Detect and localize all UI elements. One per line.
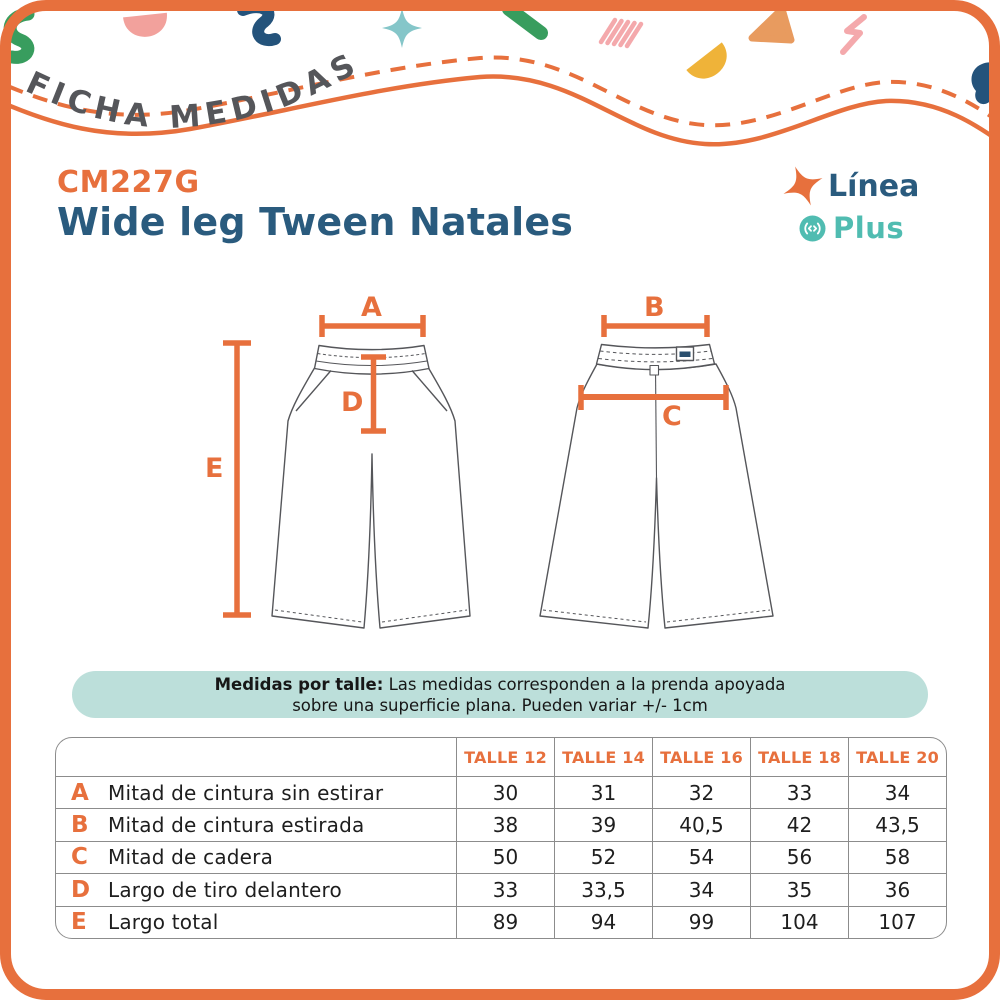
- measurement-note: [72, 671, 928, 718]
- table-row-label-cell: [56, 776, 456, 808]
- size-value-cell: 56: [750, 841, 848, 873]
- table-row-label-cell: [56, 873, 456, 905]
- row-label: Largo de tiro delantero: [108, 877, 342, 902]
- row-letter: B: [71, 812, 89, 839]
- confetti-navy-squiggle-icon: [243, 7, 275, 40]
- size-column-header: TALLE 20: [848, 738, 946, 776]
- product-name: Wide leg Tween Natales: [57, 199, 574, 244]
- size-value-cell: 94: [554, 906, 652, 938]
- size-column-header: TALLE 12: [456, 738, 554, 776]
- confetti-navy-blob-icon: [971, 62, 1000, 104]
- size-value-cell: 32: [652, 776, 750, 808]
- row-letter: E: [71, 909, 87, 936]
- size-value-cell: 33: [456, 873, 554, 905]
- row-letter: A: [71, 779, 89, 806]
- measure-label-d: D: [341, 387, 364, 418]
- size-value-cell: 52: [554, 841, 652, 873]
- size-value-cell: 38: [456, 808, 554, 840]
- measure-label-e: E: [205, 453, 224, 484]
- plus-circle-icon: [799, 215, 826, 242]
- header-banner: [0, 0, 1000, 165]
- size-value-cell: 58: [848, 841, 946, 873]
- confetti-green-bar-icon: [509, 9, 541, 33]
- size-value-cell: 33,5: [554, 873, 652, 905]
- brand-logo: [780, 163, 919, 245]
- confetti-pink-semicircle-icon: [123, 13, 169, 39]
- row-label: Largo total: [108, 910, 219, 935]
- table-row-label-cell: [56, 906, 456, 938]
- orange-sparkle-icon: [780, 163, 826, 209]
- banner-title: FICHA MEDIDAS: [20, 44, 367, 136]
- size-value-cell: 30: [456, 776, 554, 808]
- size-table: [55, 737, 947, 939]
- row-label: Mitad de cintura estirada: [108, 813, 365, 838]
- pants-diagram: [0, 280, 1000, 640]
- size-value-cell: 34: [848, 776, 946, 808]
- row-label: Mitad de cintura sin estirar: [108, 780, 384, 805]
- brand-linea-label: Línea: [828, 168, 920, 204]
- size-column-header: TALLE 14: [554, 738, 652, 776]
- row-letter: D: [71, 876, 91, 903]
- table-row-label-cell: [56, 841, 456, 873]
- size-value-cell: 89: [456, 906, 554, 938]
- brand-linea-row: [780, 163, 919, 209]
- size-value-cell: 39: [554, 808, 652, 840]
- note-line-2: sobre una superficie plana. Pueden variar +/- 1cm: [292, 695, 708, 715]
- row-letter: C: [71, 844, 88, 871]
- brand-plus-label: Plus: [833, 211, 905, 245]
- size-value-cell: 43,5: [848, 808, 946, 840]
- confetti-yellow-semicircle-icon: [686, 42, 735, 87]
- size-column-header: TALLE 18: [750, 738, 848, 776]
- title-block: [57, 167, 573, 243]
- size-column-header: TALLE 16: [652, 738, 750, 776]
- confetti-pink-lightning-icon: [843, 17, 864, 52]
- table-corner-cell: [56, 738, 456, 776]
- product-code: CM227G: [57, 165, 200, 200]
- size-value-cell: 31: [554, 776, 652, 808]
- confetti-pink-hashes-icon: [601, 20, 641, 46]
- measure-label-c: C: [662, 401, 682, 432]
- brand-plus-row: [799, 211, 919, 245]
- confetti-green-squiggle-icon: [10, 14, 28, 57]
- size-value-cell: 107: [848, 906, 946, 938]
- size-value-cell: 50: [456, 841, 554, 873]
- size-value-cell: 99: [652, 906, 750, 938]
- size-value-cell: 40,5: [652, 808, 750, 840]
- belt-loop: [650, 366, 659, 376]
- confetti-teal-sparkle-icon: [382, 8, 422, 48]
- measure-label-a: A: [361, 292, 382, 323]
- size-value-cell: 42: [750, 808, 848, 840]
- size-value-cell: 104: [750, 906, 848, 938]
- size-value-cell: 34: [652, 873, 750, 905]
- size-value-cell: 33: [750, 776, 848, 808]
- note-line-1: [72, 674, 928, 695]
- size-value-cell: 36: [848, 873, 946, 905]
- note-text-1: Las medidas corresponden a la prenda apoyada: [388, 674, 786, 694]
- back-pants-drawing: [540, 345, 773, 629]
- row-label: Mitad de cadera: [108, 845, 274, 870]
- size-value-cell: 35: [750, 873, 848, 905]
- measure-label-b: B: [644, 292, 665, 323]
- note-title: Medidas por talle:: [214, 674, 384, 694]
- confetti-orange-triangle-icon: [752, 9, 791, 40]
- size-value-cell: 54: [652, 841, 750, 873]
- table-row-label-cell: [56, 808, 456, 840]
